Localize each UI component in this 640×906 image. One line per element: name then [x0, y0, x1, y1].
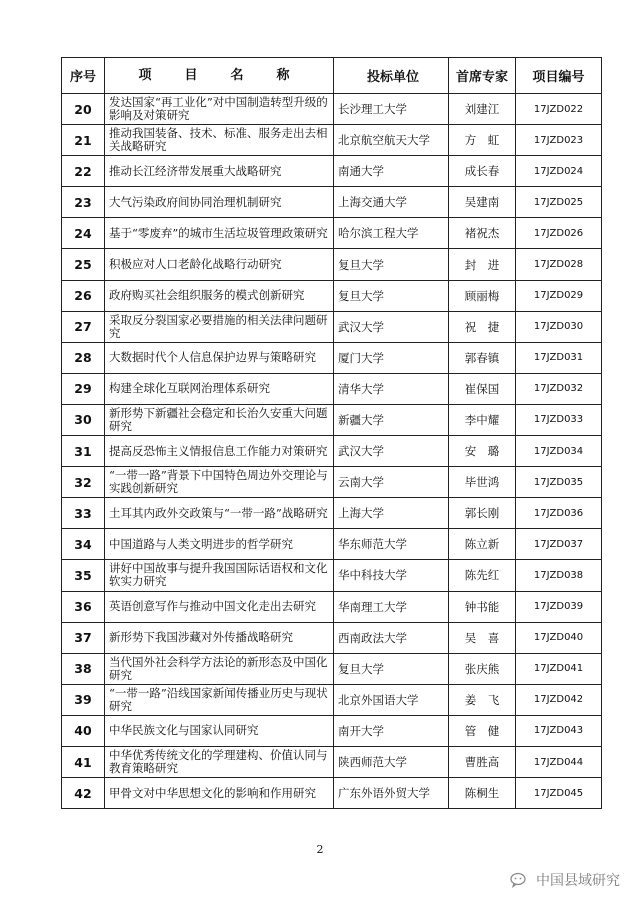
- cell-name: 中华民族文化与国家认同研究: [105, 715, 334, 746]
- cell-no: 40: [62, 715, 105, 746]
- cell-unit: 西南政法大学: [334, 622, 449, 653]
- wechat-icon: [510, 872, 530, 888]
- cell-expert: 祝 捷: [449, 311, 516, 342]
- cell-no: 32: [62, 467, 105, 498]
- table-body: [62, 94, 602, 809]
- project-table: [61, 57, 602, 809]
- cell-no: 22: [62, 156, 105, 187]
- cell-expert: 毕世鸿: [449, 467, 516, 498]
- cell-name: 土耳其内政外交政策与“一带一路”战略研究: [105, 498, 334, 529]
- cell-name: 构建全球化互联网治理体系研究: [105, 373, 334, 404]
- cell-code: 17JZD038: [516, 560, 602, 591]
- cell-unit: 北京航空航天大学: [334, 125, 449, 156]
- cell-expert: 姜 飞: [449, 684, 516, 715]
- table-row: [62, 218, 602, 249]
- cell-unit: 哈尔滨工程大学: [334, 218, 449, 249]
- table-row: [62, 498, 602, 529]
- cell-name: “一带一路”背景下中国特色周边外交理论与实践创新研究: [105, 467, 334, 498]
- cell-name: 当代国外社会科学方法论的新形态及中国化研究: [105, 653, 334, 684]
- cell-unit: 南通大学: [334, 156, 449, 187]
- cell-code: 17JZD031: [516, 342, 602, 373]
- cell-code: 17JZD026: [516, 218, 602, 249]
- table-row: [62, 156, 602, 187]
- cell-unit: 上海交通大学: [334, 187, 449, 218]
- cell-expert: 曹胜高: [449, 746, 516, 777]
- cell-unit: 武汉大学: [334, 436, 449, 467]
- cell-name: 发达国家“再工业化”对中国制造转型升级的影响及对策研究: [105, 94, 334, 125]
- cell-no: 35: [62, 560, 105, 591]
- cell-name: 推动我国装备、技术、标准、服务走出去相关战略研究: [105, 125, 334, 156]
- table-row: [62, 684, 602, 715]
- table-row: [62, 715, 602, 746]
- cell-no: 26: [62, 280, 105, 311]
- cell-code: 17JZD037: [516, 529, 602, 560]
- cell-code: 17JZD041: [516, 653, 602, 684]
- cell-unit: 复旦大学: [334, 653, 449, 684]
- cell-expert: 李中耀: [449, 404, 516, 435]
- table-row: [62, 373, 602, 404]
- cell-code: 17JZD044: [516, 746, 602, 777]
- cell-expert: 吴建南: [449, 187, 516, 218]
- cell-code: 17JZD022: [516, 94, 602, 125]
- cell-expert: 钟书能: [449, 591, 516, 622]
- cell-name: 推动长江经济带发展重大战略研究: [105, 156, 334, 187]
- cell-no: 30: [62, 404, 105, 435]
- cell-expert: 陈先红: [449, 560, 516, 591]
- cell-code: 17JZD043: [516, 715, 602, 746]
- cell-expert: 崔保国: [449, 373, 516, 404]
- cell-code: 17JZD032: [516, 373, 602, 404]
- cell-no: 21: [62, 125, 105, 156]
- table-row: [62, 404, 602, 435]
- cell-name: 新形势下新疆社会稳定和长治久安重大问题研究: [105, 404, 334, 435]
- cell-unit: 武汉大学: [334, 311, 449, 342]
- cell-no: 33: [62, 498, 105, 529]
- watermark-text: 中国县域研究: [536, 873, 620, 889]
- cell-code: 17JZD035: [516, 467, 602, 498]
- cell-code: 17JZD030: [516, 311, 602, 342]
- cell-no: 37: [62, 622, 105, 653]
- cell-unit: 广东外语外贸大学: [334, 778, 449, 809]
- cell-unit: 陕西师范大学: [334, 746, 449, 777]
- cell-unit: 新疆大学: [334, 404, 449, 435]
- table-row: [62, 125, 602, 156]
- table-row: [62, 622, 602, 653]
- cell-code: 17JZD028: [516, 249, 602, 280]
- header-name: 项 目 名 称: [105, 58, 334, 94]
- cell-no: 23: [62, 187, 105, 218]
- cell-code: 17JZD040: [516, 622, 602, 653]
- cell-unit: 上海大学: [334, 498, 449, 529]
- table-row: [62, 746, 602, 777]
- table-row: [62, 94, 602, 125]
- cell-name: 采取反分裂国家必要措施的相关法律问题研究: [105, 311, 334, 342]
- table-row: [62, 436, 602, 467]
- cell-code: 17JZD045: [516, 778, 602, 809]
- cell-unit: 华南理工大学: [334, 591, 449, 622]
- header-no: 序号: [62, 58, 105, 94]
- cell-name: 甲骨文对中华思想文化的影响和作用研究: [105, 778, 334, 809]
- cell-no: 39: [62, 684, 105, 715]
- table-row: [62, 560, 602, 591]
- cell-no: 29: [62, 373, 105, 404]
- table-row: [62, 529, 602, 560]
- table-row: [62, 467, 602, 498]
- table-header-row: [62, 58, 602, 94]
- cell-no: 28: [62, 342, 105, 373]
- table-row: [62, 187, 602, 218]
- table-row: [62, 342, 602, 373]
- header-unit: 投标单位: [334, 58, 449, 94]
- cell-name: 大数据时代个人信息保护边界与策略研究: [105, 342, 334, 373]
- cell-unit: 华东师范大学: [334, 529, 449, 560]
- table-row: [62, 311, 602, 342]
- header-expert: 首席专家: [449, 58, 516, 94]
- cell-unit: 华中科技大学: [334, 560, 449, 591]
- cell-name: 中华优秀传统文化的学理建构、价值认同与教育策略研究: [105, 746, 334, 777]
- cell-no: 25: [62, 249, 105, 280]
- cell-expert: 方 虹: [449, 125, 516, 156]
- cell-name: 提高反恐怖主义情报信息工作能力对策研究: [105, 436, 334, 467]
- cell-name: 英语创意写作与推动中国文化走出去研究: [105, 591, 334, 622]
- cell-no: 20: [62, 94, 105, 125]
- table-row: [62, 591, 602, 622]
- cell-code: 17JZD029: [516, 280, 602, 311]
- cell-name: 政府购买社会组织服务的模式创新研究: [105, 280, 334, 311]
- header-code: 项目编号: [516, 58, 602, 94]
- cell-name: 中国道路与人类文明进步的哲学研究: [105, 529, 334, 560]
- cell-unit: 厦门大学: [334, 342, 449, 373]
- cell-no: 27: [62, 311, 105, 342]
- cell-code: 17JZD036: [516, 498, 602, 529]
- cell-code: 17JZD025: [516, 187, 602, 218]
- cell-expert: 安 璐: [449, 436, 516, 467]
- cell-name: 大气污染政府间协同治理机制研究: [105, 187, 334, 218]
- cell-code: 17JZD034: [516, 436, 602, 467]
- cell-no: 42: [62, 778, 105, 809]
- cell-expert: 陈立新: [449, 529, 516, 560]
- cell-expert: 顾丽梅: [449, 280, 516, 311]
- table-row: [62, 249, 602, 280]
- cell-expert: 郭春镇: [449, 342, 516, 373]
- cell-expert: 张庆熊: [449, 653, 516, 684]
- cell-expert: 刘建江: [449, 94, 516, 125]
- cell-code: 17JZD039: [516, 591, 602, 622]
- cell-code: 17JZD024: [516, 156, 602, 187]
- cell-unit: 云南大学: [334, 467, 449, 498]
- table-row: [62, 653, 602, 684]
- cell-no: 34: [62, 529, 105, 560]
- cell-unit: 北京外国语大学: [334, 684, 449, 715]
- cell-unit: 清华大学: [334, 373, 449, 404]
- cell-expert: 管 健: [449, 715, 516, 746]
- cell-unit: 复旦大学: [334, 280, 449, 311]
- cell-code: 17JZD042: [516, 684, 602, 715]
- cell-expert: 封 进: [449, 249, 516, 280]
- cell-no: 36: [62, 591, 105, 622]
- watermark: [510, 870, 620, 890]
- cell-expert: 褚祝杰: [449, 218, 516, 249]
- cell-expert: 成长春: [449, 156, 516, 187]
- cell-no: 38: [62, 653, 105, 684]
- cell-no: 41: [62, 746, 105, 777]
- cell-no: 31: [62, 436, 105, 467]
- cell-expert: 郭长刚: [449, 498, 516, 529]
- table-row: [62, 778, 602, 809]
- cell-code: 17JZD023: [516, 125, 602, 156]
- cell-name: 基于“零废弃”的城市生活垃圾管理政策研究: [105, 218, 334, 249]
- cell-expert: 陈桐生: [449, 778, 516, 809]
- table-row: [62, 280, 602, 311]
- cell-no: 24: [62, 218, 105, 249]
- cell-name: “一带一路”沿线国家新闻传播业历史与现状研究: [105, 684, 334, 715]
- page-number: 2: [316, 843, 324, 856]
- cell-name: 新形势下我国涉藏对外传播战略研究: [105, 622, 334, 653]
- cell-expert: 吴 喜: [449, 622, 516, 653]
- cell-unit: 长沙理工大学: [334, 94, 449, 125]
- cell-name: 讲好中国故事与提升我国国际话语权和文化软实力研究: [105, 560, 334, 591]
- cell-unit: 南开大学: [334, 715, 449, 746]
- cell-code: 17JZD033: [516, 404, 602, 435]
- cell-unit: 复旦大学: [334, 249, 449, 280]
- cell-name: 积极应对人口老龄化战略行动研究: [105, 249, 334, 280]
